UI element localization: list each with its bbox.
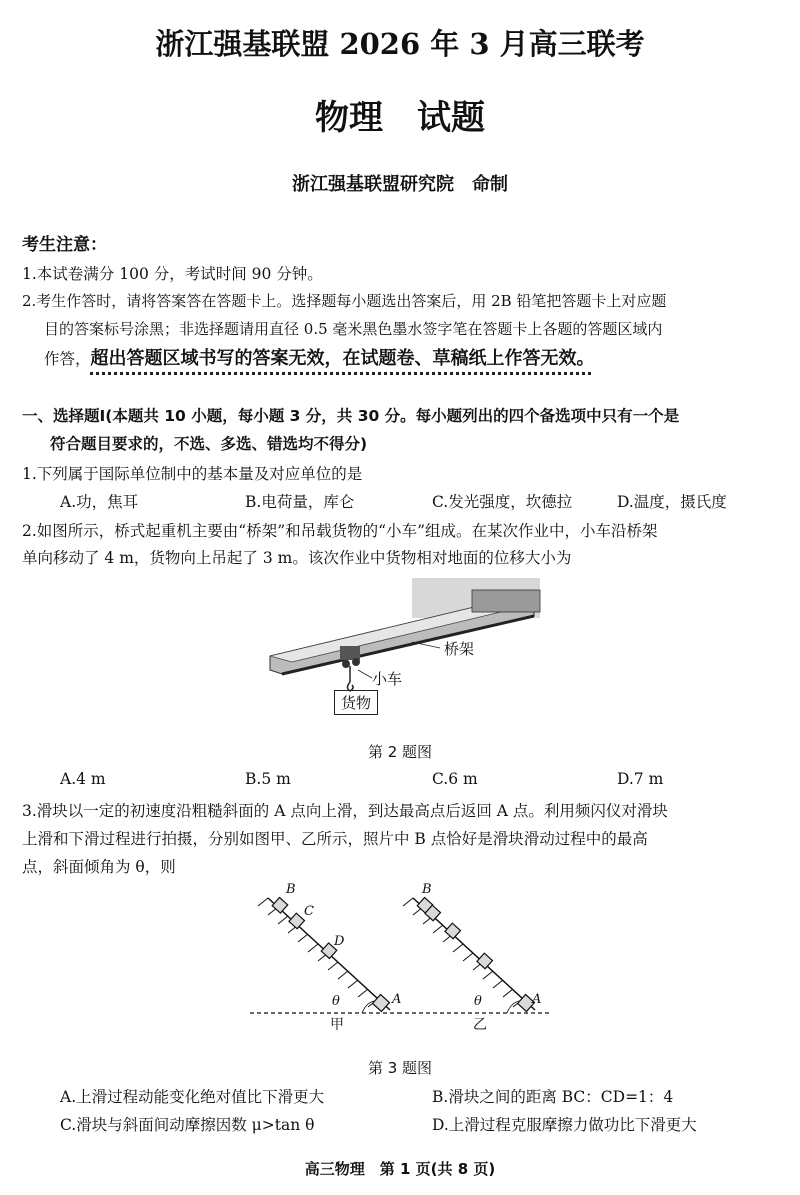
q2-figure-caption: 第 2 题图 bbox=[367, 743, 433, 761]
incline-hatching bbox=[403, 898, 523, 1007]
q3-label-b-jia: B bbox=[286, 882, 296, 897]
q2-option-c: C.6 m bbox=[432, 770, 478, 788]
q2-label-cart: 小车 bbox=[372, 670, 403, 688]
page-footer: 高三物理 第 1 页(共 8 页) bbox=[304, 1160, 496, 1178]
q3-label-a-yi: A bbox=[532, 992, 542, 1007]
q1-stem: 1.下列属于国际单位制中的基本量及对应单位的是 bbox=[22, 465, 363, 483]
q3-stem-line-3: 点，斜面倾角为 θ，则 bbox=[22, 858, 176, 876]
crane-cart-wheel bbox=[342, 660, 350, 668]
q2-stem-line-2: 单向移动了 4 m，货物向上吊起了 3 m。该次作业中货物相对地面的位移大小为 bbox=[22, 549, 572, 567]
q3-label-b-yi: B bbox=[422, 882, 432, 897]
q2-label-cargo: 货物 bbox=[334, 690, 378, 715]
q1-option-c: C.发光强度，坎德拉 bbox=[432, 493, 573, 511]
notice-heading: 考生注意： bbox=[22, 235, 107, 255]
section-1-heading-line-2: 符合题目要求的，不选、多选、错选均不得分) bbox=[50, 435, 368, 453]
q2-option-d: D.7 m bbox=[617, 770, 664, 788]
section-1-heading-line-1: 一、选择题Ⅰ(本题共 10 小题，每小题 3 分，共 30 分。每小题列出的四个备选项中只有一个是 bbox=[22, 407, 680, 425]
notice-item-1: 1.本试卷满分 100 分，考试时间 90 分钟。 bbox=[22, 265, 323, 283]
q3-figure-caption: 第 3 题图 bbox=[367, 1059, 433, 1077]
q2-option-a: A.4 m bbox=[60, 770, 106, 788]
q3-label-jia: 甲 bbox=[330, 1017, 344, 1033]
bridge-pointer bbox=[412, 642, 440, 648]
notice-item-2-line-2: 目的答案标号涂黑；非选择题请用直径 0.5 毫米黑色墨水签字笔在答题卡上各题的答题区域内 bbox=[44, 320, 663, 338]
notice-item-2-line-1: 2.考生作答时，请将答案答在答题卡上。选择题每小题选出答案后，用 2B 铅笔把答题卡上对应题 bbox=[22, 292, 667, 310]
author-line: 浙江强基联盟研究院 命制 bbox=[292, 174, 508, 195]
notice-item-2-prefix: 作答， bbox=[44, 350, 91, 368]
q2-option-b: B.5 m bbox=[245, 770, 291, 788]
q3-option-b: B.滑块之间的距离 BC：CD=1：4 bbox=[432, 1088, 674, 1106]
cart-pointer bbox=[358, 670, 372, 678]
q3-option-a: A.上滑过程动能变化绝对值比下滑更大 bbox=[60, 1088, 325, 1106]
q1-option-a: A.功，焦耳 bbox=[60, 493, 139, 511]
q3-label-theta-yi: θ bbox=[474, 994, 482, 1009]
subject-title: 物理 试题 bbox=[315, 98, 485, 138]
q2-stem-line-1: 2.如图所示，桥式起重机主要由“桥架”和吊载货物的“小车”组成。在某次作业中，小车沿桥架 bbox=[22, 522, 658, 540]
q1-option-d: D.温度，摄氏度 bbox=[617, 493, 727, 511]
q3-label-a-jia: A bbox=[392, 992, 402, 1007]
notice-emphasis: 超出答题区域书写的答案无效，在试题卷、草稿纸上作答无效。 bbox=[90, 348, 595, 369]
crane-cart-body bbox=[340, 646, 360, 660]
q3-option-d: D.上滑过程克服摩擦力做功比下滑更大 bbox=[432, 1116, 697, 1134]
q3-stem-line-2: 上滑和下滑过程进行拍摄，分别如图甲、乙所示，照片中 B 点恰好是滑块滑动过程中的最高 bbox=[22, 830, 648, 848]
q3-stem-line-1: 3.滑块以一定的初速度沿粗糙斜面的 A 点向上滑，到达最高点后返回 A 点。利用频闪仪对滑块 bbox=[22, 802, 668, 820]
crane-figure bbox=[262, 578, 542, 718]
q3-label-c-jia: C bbox=[304, 904, 314, 919]
notice-item-2-line-3 bbox=[44, 344, 595, 370]
q3-label-yi: 乙 bbox=[473, 1017, 487, 1033]
q3-option-c: C.滑块与斜面间动摩擦因数 μ>tan θ bbox=[60, 1116, 315, 1134]
q1-option-b: B.电荷量，库仑 bbox=[245, 493, 355, 511]
q2-label-bridge: 桥架 bbox=[444, 640, 475, 658]
incline-hatching bbox=[258, 898, 378, 1007]
crane-end-carriage bbox=[472, 590, 540, 612]
crane-cart-wheel bbox=[352, 658, 360, 666]
incline-figure bbox=[250, 880, 560, 1040]
exam-title: 浙江强基联盟 2026 年 3 月高三联考 bbox=[155, 27, 645, 61]
q3-label-d-jia: D bbox=[334, 934, 345, 949]
q3-label-theta-jia: θ bbox=[332, 994, 340, 1009]
incline-jia bbox=[250, 898, 398, 1013]
